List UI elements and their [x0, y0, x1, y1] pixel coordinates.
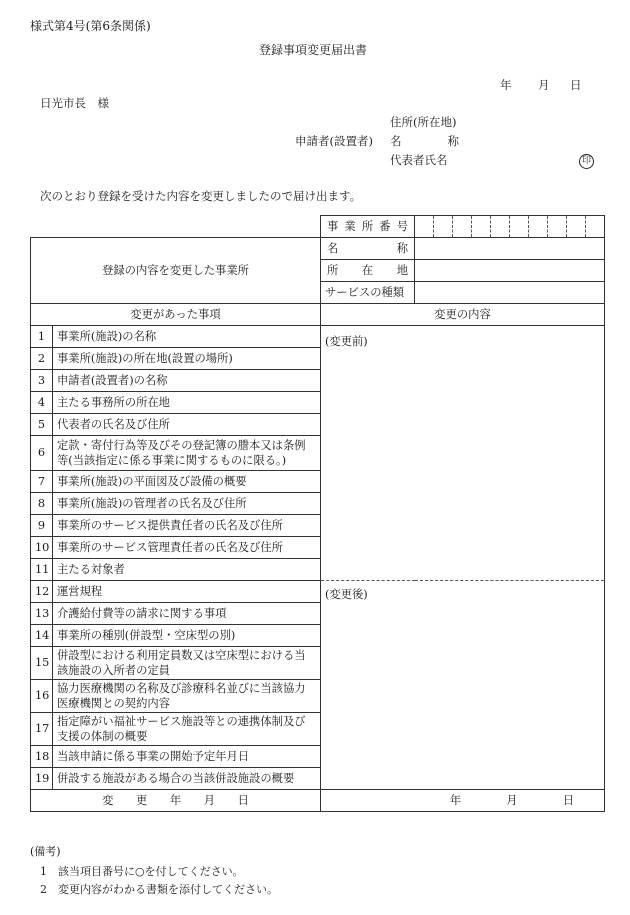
- item-number[interactable]: 13: [31, 603, 53, 625]
- date-year-label: 年: [500, 78, 512, 92]
- item-number[interactable]: 16: [31, 680, 53, 713]
- item-label: 事業所(施設)の名称: [53, 326, 321, 348]
- item-number[interactable]: 8: [31, 493, 53, 515]
- applicant-label: 申請者(設置者): [295, 134, 373, 148]
- before-change-label: (変更前): [325, 335, 368, 348]
- item-number[interactable]: 15: [31, 647, 53, 680]
- item-number[interactable]: 19: [31, 768, 53, 790]
- notes-heading: (備考): [30, 845, 61, 858]
- item-label: 協力医療機関の名称及び診療科名並びに当該協力医療機関との契約内容: [53, 680, 321, 713]
- item-label: 主たる対象者: [53, 559, 321, 581]
- item-label: 指定障がい福祉サービス施設等との連携体制及び支援の体制の概要: [53, 713, 321, 746]
- office-number-label: 事業所番号: [321, 216, 415, 238]
- addressee: 日光市長 様: [40, 96, 109, 110]
- office-name-field[interactable]: [415, 238, 605, 260]
- intro-text: 次のとおり登録を受けた内容を変更しましたので届け出ます。: [40, 189, 362, 203]
- change-date-field[interactable]: 年 月 日: [321, 790, 605, 812]
- seal-icon: [579, 154, 594, 169]
- service-type-label: サービスの種類: [321, 282, 415, 304]
- item-label: 当該申請に係る事業の開始予定年月日: [53, 746, 321, 768]
- items-header: 変更があった事項: [31, 304, 321, 326]
- item-label: 事業所のサービス管理責任者の氏名及び住所: [53, 537, 321, 559]
- seal-mark: 印: [579, 154, 594, 169]
- applicant-rep-label: 代表者氏名: [390, 153, 448, 167]
- item-number[interactable]: 12: [31, 581, 53, 603]
- item-label: 介護給付費等の請求に関する事項: [53, 603, 321, 625]
- item-label: 代表者の氏名及び住所: [53, 414, 321, 436]
- form-number: 様式第4号(第6条関係): [30, 19, 151, 33]
- item-number[interactable]: 3: [31, 370, 53, 392]
- after-change-label: (変更後): [325, 588, 368, 601]
- item-label: 事業所の種別(併設型・空床型の別): [53, 625, 321, 647]
- date-month-label: 月: [538, 78, 550, 92]
- after-change-area[interactable]: [321, 581, 605, 790]
- item-label: 運営規程: [53, 581, 321, 603]
- item-label: 申請者(設置者)の名称: [53, 370, 321, 392]
- note-line: 1 該当項目番号に○を付してください。: [40, 865, 244, 878]
- item-number[interactable]: 7: [31, 471, 53, 493]
- item-label: 主たる事務所の所在地: [53, 392, 321, 414]
- before-change-area[interactable]: [321, 326, 605, 581]
- change-form-table: [30, 215, 605, 812]
- item-number[interactable]: 9: [31, 515, 53, 537]
- service-type-field[interactable]: [415, 282, 605, 304]
- applicant-name-label: 名 称: [390, 134, 459, 148]
- item-number[interactable]: 14: [31, 625, 53, 647]
- item-number[interactable]: 6: [31, 436, 53, 471]
- office-address-field[interactable]: [415, 260, 605, 282]
- item-number[interactable]: 1: [31, 326, 53, 348]
- office-address-label: 所 在 地: [321, 260, 415, 282]
- note-line: 2 変更内容がわかる書類を添付してください。: [40, 883, 278, 896]
- item-label: 定款・寄付行為等及びその登記簿の謄本又は条例等(当該指定に係る事業に関するものに限る。): [53, 436, 321, 471]
- change-date-label: 変 更 年 月 日: [31, 790, 321, 812]
- page-title: 登録事項変更届出書: [259, 43, 368, 57]
- item-number[interactable]: 10: [31, 537, 53, 559]
- content-header: 変更の内容: [321, 304, 605, 326]
- office-name-label: 名 称: [321, 238, 415, 260]
- item-label: 併設する施設がある場合の当該併設施設の概要: [53, 768, 321, 790]
- item-label: 事業所(施設)の管理者の氏名及び住所: [53, 493, 321, 515]
- applicant-address-label: 住所(所在地): [390, 115, 457, 129]
- date-day-label: 日: [570, 78, 582, 92]
- item-number[interactable]: 17: [31, 713, 53, 746]
- item-number[interactable]: 4: [31, 392, 53, 414]
- office-number-boxes[interactable]: [415, 216, 605, 238]
- item-label: 事業所のサービス提供責任者の氏名及び住所: [53, 515, 321, 537]
- item-number[interactable]: 2: [31, 348, 53, 370]
- item-number[interactable]: 18: [31, 746, 53, 768]
- item-number[interactable]: 5: [31, 414, 53, 436]
- item-label: 併設型における利用定員数又は空床型における当該施設の入所者の定員: [53, 647, 321, 680]
- item-number[interactable]: 11: [31, 559, 53, 581]
- item-label: 事業所(施設)の所在地(設置の場所): [53, 348, 321, 370]
- item-label: 事業所(施設)の平面図及び設備の概要: [53, 471, 321, 493]
- office-block-label: 登録の内容を変更した事業所: [31, 238, 321, 304]
